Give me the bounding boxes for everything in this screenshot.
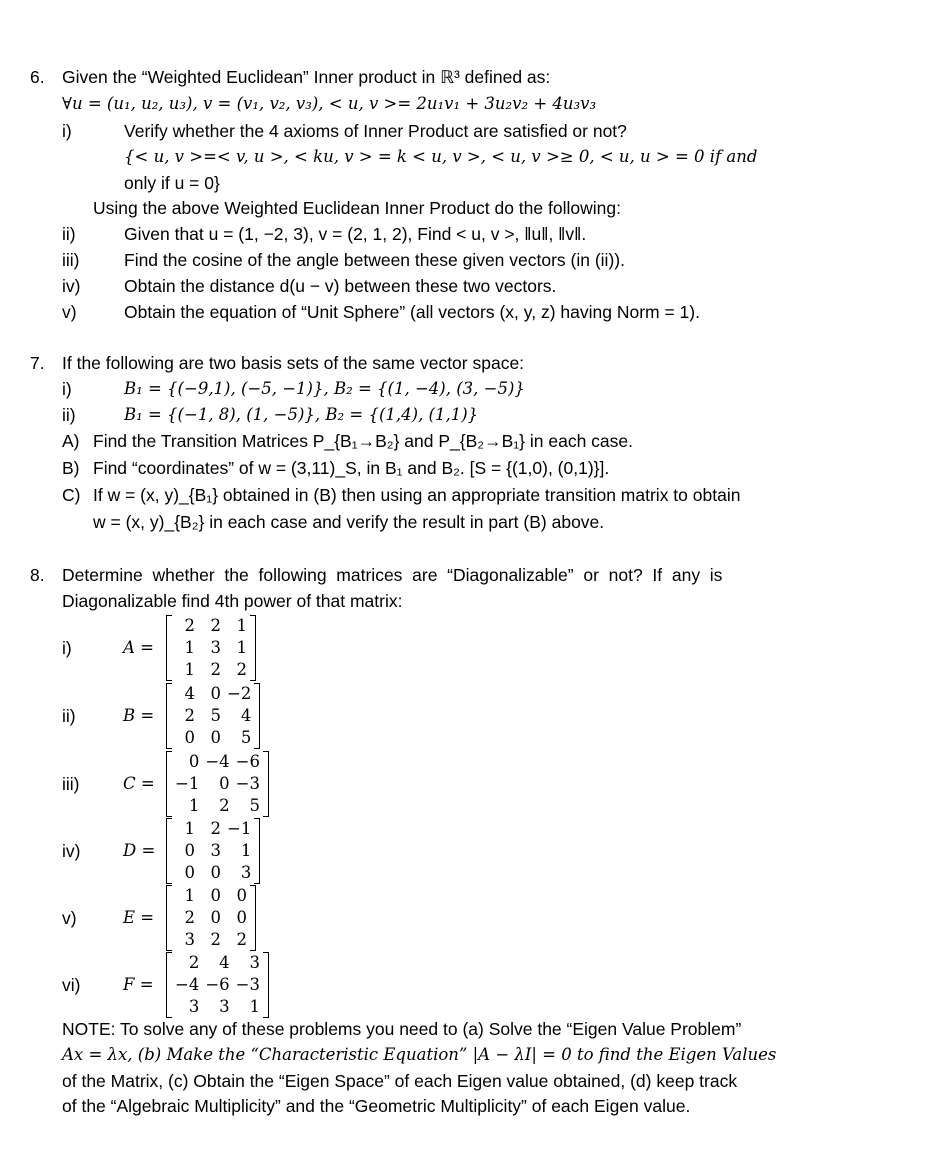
matrix-cell: 0: [188, 752, 200, 771]
matrix-row: [172, 818, 254, 840]
matrix-cell: 1: [249, 997, 260, 1016]
matrix-cell: −2: [227, 684, 252, 703]
matrix-row: [172, 773, 263, 795]
matrix-cell: 3: [210, 841, 221, 860]
matrix-cell: 2: [210, 616, 221, 635]
right-bracket: [250, 615, 256, 681]
q7-number: 7.: [30, 353, 45, 373]
matrix-cell: 1: [240, 841, 252, 860]
matrix-row: [172, 929, 250, 951]
q6-ii-text: Given that u = (1, −2, 3), v = (2, 1, 2), Find < u, v >, ‖u‖, ‖v‖.: [124, 224, 587, 244]
matrix-cell: 1: [184, 638, 195, 657]
matrix-cell: 2: [188, 953, 200, 972]
matrix-cell: −3: [235, 975, 260, 994]
q8-intro: Determine whether the following matrices are “Diagonalizable” or not? If any is: [62, 565, 723, 585]
matrix-row: [172, 659, 250, 681]
q7-A-text: Find the Transition Matrices P_{B₁→B₂} and P_{B₂→B₁} in each case.: [93, 431, 633, 451]
matrix-cell: 0: [184, 841, 195, 860]
matrix-entries: [172, 751, 263, 817]
matrix-name: E =: [123, 908, 155, 927]
matrix-cell: 2: [184, 616, 195, 635]
matrix-cell: 3: [210, 638, 221, 657]
matrix-row: [172, 637, 250, 659]
matrix-cell: −6: [235, 752, 260, 771]
matrix-cell: 3: [184, 930, 195, 949]
q7-B-label: B): [62, 458, 80, 478]
matrix-label: iv): [62, 841, 81, 861]
matrix: [166, 615, 256, 681]
q7-C-text: If w = (x, y)_{B₁} obtained in (B) then using an appropriate transition matrix to obtain: [93, 485, 741, 505]
matrix-row: [172, 795, 263, 817]
q8-number: 8.: [30, 565, 45, 585]
q7-intro: If the following are two basis sets of the same vector space:: [62, 353, 525, 373]
matrix-cell: 5: [240, 728, 252, 747]
q6-iv-label: iv): [62, 276, 81, 296]
q6-using: Using the above Weighted Euclidean Inner Product do the following:: [93, 198, 621, 218]
matrix-cell: 2: [210, 930, 221, 949]
matrix-cell: 4: [240, 706, 252, 725]
q7-i-label: i): [62, 379, 72, 399]
right-bracket: [263, 952, 269, 1018]
matrix-cell: −3: [235, 774, 260, 793]
matrix-cell: 3: [240, 863, 252, 882]
q6-number: 6.: [30, 67, 45, 87]
q6-definition: ∀u = (u₁, u₂, u₃), v = (v₁, v₂, v₃), < u, v >= 2u₁v₁ + 3u₂v₂ + 4u₃v₃: [62, 94, 597, 113]
q7-A-label: A): [62, 431, 80, 451]
matrix-cell: −4: [175, 975, 200, 994]
matrix-row: [172, 885, 250, 907]
matrix-cell: −1: [175, 774, 200, 793]
matrix-cell: 0: [236, 886, 247, 905]
matrix-cell: 5: [210, 706, 221, 725]
matrix-row: [172, 862, 254, 884]
matrix-cell: 0: [236, 908, 247, 927]
matrix-cell: 2: [184, 706, 195, 725]
q8-note-2: Ax = λx, (b) Make the “Characteristic Equation” |A − λI| = 0 to find the Eigen Values: [62, 1045, 777, 1064]
matrix: [166, 818, 260, 884]
q8-intro-2: Diagonalizable find 4th power of that matrix:: [62, 591, 403, 611]
matrix-cell: 0: [210, 886, 221, 905]
matrix-cell: 5: [249, 796, 260, 815]
matrix-cell: 4: [219, 953, 230, 972]
q6-v-text: Obtain the equation of “Unit Sphere” (all vectors (x, y, z) having Norm = 1).: [124, 302, 700, 322]
q7-ii-text: B₁ = {(−1, 8), (1, −5)}, B₂ = {(1,4), (1,1)}: [124, 405, 479, 424]
matrix-cell: 0: [210, 728, 221, 747]
matrix-cell: 2: [210, 660, 221, 679]
matrix-name: C =: [123, 774, 155, 793]
q6-intro: Given the “Weighted Euclidean” Inner product in ℝ³ defined as:: [62, 67, 551, 87]
right-bracket: [254, 683, 260, 749]
q6-iii-label: iii): [62, 250, 80, 270]
matrix-cell: 3: [219, 997, 230, 1016]
matrix-label: vi): [62, 975, 81, 995]
q6-i-label: i): [62, 121, 72, 141]
matrix-cell: 2: [236, 930, 247, 949]
matrix-entries: [172, 885, 250, 951]
q7-ii-label: ii): [62, 405, 76, 425]
matrix: [166, 952, 269, 1018]
matrix-cell: 1: [236, 616, 247, 635]
q7-C-label: C): [62, 485, 81, 505]
q8-note-4: of the “Algebraic Multiplicity” and the “Geometric Multiplicity” of each Eigen value.: [62, 1096, 691, 1116]
matrix-cell: 0: [184, 863, 195, 882]
matrix-entries: [172, 952, 263, 1018]
right-bracket: [254, 818, 260, 884]
right-bracket: [263, 751, 269, 817]
q7-C-text-2: w = (x, y)_{B₂} in each case and verify the result in part (B) above.: [93, 512, 605, 532]
matrix-cell: 0: [210, 863, 221, 882]
matrix: [166, 885, 256, 951]
matrix: [166, 751, 269, 817]
matrix-label: i): [62, 638, 72, 658]
matrix-row: [172, 907, 250, 929]
matrix-cell: 1: [184, 886, 195, 905]
matrix-label: ii): [62, 706, 76, 726]
matrix-entries: [172, 683, 254, 749]
matrix-cell: 3: [249, 953, 260, 972]
q7-B-text: Find “coordinates” of w = (3,11)_S, in B₁ and B₂. [S = {(1,0), (0,1)}].: [93, 458, 610, 478]
matrix-row: [172, 727, 254, 749]
q6-ii-label: ii): [62, 224, 76, 244]
matrix-name: D =: [123, 841, 156, 860]
matrix-row: [172, 952, 263, 974]
matrix-row: [172, 683, 254, 705]
matrix-row: [172, 615, 250, 637]
matrix-label: v): [62, 908, 77, 928]
matrix-row: [172, 751, 263, 773]
matrix-row: [172, 996, 263, 1018]
matrix-cell: −4: [205, 752, 230, 771]
q6-v-label: v): [62, 302, 77, 322]
matrix-row: [172, 705, 254, 727]
matrix-cell: 1: [188, 796, 200, 815]
q6-i-axioms-2: only if u = 0}: [124, 173, 220, 193]
q6-i-axioms: {< u, v >=< v, u >, < ku, v > = k < u, v >, < u, v >≥ 0, < u, u > = 0 if and: [124, 147, 758, 166]
matrix-cell: −1: [227, 819, 252, 838]
matrix-cell: 2: [219, 796, 230, 815]
matrix-cell: 0: [210, 684, 221, 703]
matrix-cell: 0: [210, 908, 221, 927]
q6-iv-text: Obtain the distance d(u − v) between these two vectors.: [124, 276, 557, 296]
matrix-cell: 2: [236, 660, 247, 679]
matrix-cell: 3: [188, 997, 200, 1016]
q7-i-text: B₁ = {(−9,1), (−5, −1)}, B₂ = {(1, −4), (3, −5)}: [124, 379, 525, 398]
matrix-cell: 1: [236, 638, 247, 657]
matrix: [166, 683, 260, 749]
matrix-entries: [172, 818, 254, 884]
q8-note-3: of the Matrix, (c) Obtain the “Eigen Space” of each Eigen value obtained, (d) keep track: [62, 1071, 738, 1091]
matrix-cell: 0: [219, 774, 230, 793]
matrix-cell: −6: [205, 975, 230, 994]
matrix-entries: [172, 615, 250, 681]
matrix-name: A =: [123, 638, 154, 657]
q6-iii-text: Find the cosine of the angle between these given vectors (in (ii)).: [124, 250, 625, 270]
matrix-cell: 2: [184, 908, 195, 927]
matrix-row: [172, 840, 254, 862]
q8-note-1: NOTE: To solve any of these problems you need to (a) Solve the “Eigen Value Problem”: [62, 1019, 742, 1039]
matrix-cell: 2: [210, 819, 221, 838]
right-bracket: [250, 885, 256, 951]
matrix-cell: 0: [184, 728, 195, 747]
matrix-cell: 1: [184, 819, 195, 838]
matrix-name: F =: [123, 975, 154, 994]
matrix-label: iii): [62, 774, 80, 794]
matrix-cell: 1: [184, 660, 195, 679]
matrix-name: B =: [123, 706, 155, 725]
matrix-cell: 4: [184, 684, 195, 703]
q6-i-text: Verify whether the 4 axioms of Inner Product are satisfied or not?: [124, 121, 627, 141]
matrix-row: [172, 974, 263, 996]
